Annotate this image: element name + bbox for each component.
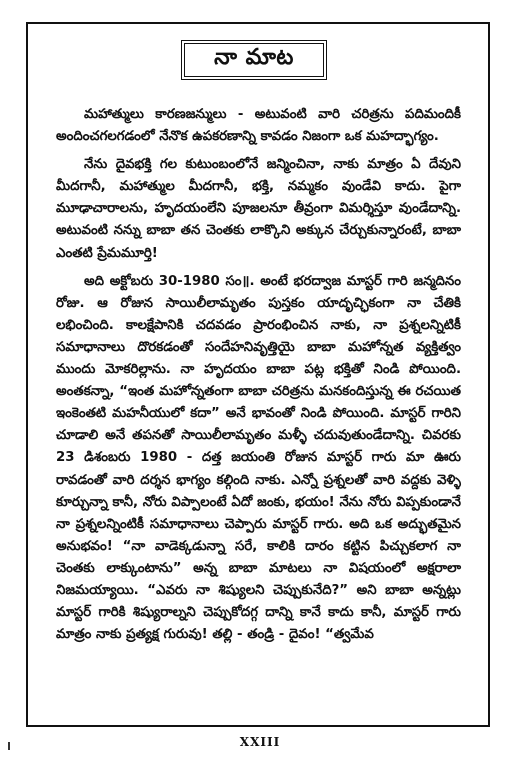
paragraph: నేను దైవభక్తి గల కుటుంబంలోనే జన్మించినా, నాకు మాత్రం ఏ దేవుని మీదగానీ, మహాత్ముల మీదగానీ, భక్తి, నమ్మకం వుండేవి కాదు. పైగా మూఢాచారాలను, హృదయంలేని పూజలనూ తీవ్రంగా విమర్శిస్తూ వుండేదాన్ని. అటువంటి నన్ను బాబా తన చెంతకు లాక్కొని అక్కున చేర్చుకున్నారంటే, బాబా ఎంతటి ప్రేమమూర్తి! [56,157,461,261]
page-number: XXIII [239,735,281,749]
paragraph: మహాత్ములు కారణజన్ములు - అటువంటి వారి చరిత్రను పదిమందికీ అందించగలగడంలో నేనొక ఉపకరణాన్ని కావడం నిజంగా ఒక మహద్భాగ్యం. [56,107,461,145]
margin-mark [8,742,10,750]
paragraph: అది అక్టోబరు 30-1980 సం॥. అంటే భరద్వాజ మాస్టర్ గారి జన్మదినం రోజు. ఆ రోజున సాయిలీలామృతం పుస్తకం యాదృచ్ఛికంగా నా చేతికి లభించింది. కాలక్షేపానికి చదవడం ప్రారంభించిన నాకు, నా ప్రశ్నలన్నిటికీ సమాధానాలు దొరకడంతో సందేహనివృత్తియై బాబా మహోన్నత వ్యక్తిత్వం ముందు మోకరిల్లాను. నా హృదయం బాబా పట్ల భక్తితో నిండి పోయింది. అంతకన్నా, “ఇంత మహోన్నతంగా బాబా చరిత్రను మనకందిస్తున్న ఈ రచయిత ఇంకెంతటి మహనీయులో కదా” అనే భావంతో నిండి పోయింది. మాస్టర్ గారిని చూడాలి అనే తపనతో సాయిలీలామృతం మళ్ళీ చదువుతుండేదాన్ని. చివరకు 23 డిశంబరు 1980 - దత్త జయంతి రోజున మాస్టర్ గారు మా ఊరు రావడంతో వారి దర్శన భాగ్యం కల్గింది నాకు. ఎన్నో ప్రశ్నలతో వారి వద్దకు వెళ్ళి కూర్చున్నా కానీ, నోరు విప్పాలంటే ఏదో జంకు, భయం! నేను నోరు విప్పకుండానే నా ప్రశ్నలన్నింటికీ సమాధానాలు చెప్పారు మాస్టర్ గారు. అది ఒక అద్భుతమైన అనుభవం! “నా వాడెక్కడున్నా సరే, కాలికి దారం కట్టిన పిచ్చుకలాగ నా చెంతకు లాక్కుంటాను” అన్న బాబా మాటలు నా విషయంలో అక్షరాలా నిజమయ్యాయి. “ఎవరు నా శిష్యులని చెప్పుకునేది?” అని బాబా అన్నట్లు మాస్టర్ గారికి శిష్యురాల్నని చెప్పుకోదగ్గ దాన్ని కానే కాదు కానీ, మాస్టర్ గారు మాత్రం నాకు ప్రత్యక్ష గురువు! తల్లి - తండ్రి - దైవం! “త్వమేవ [56,273,461,643]
body-text [56,104,461,652]
page-title: నా మాట [181,40,327,80]
